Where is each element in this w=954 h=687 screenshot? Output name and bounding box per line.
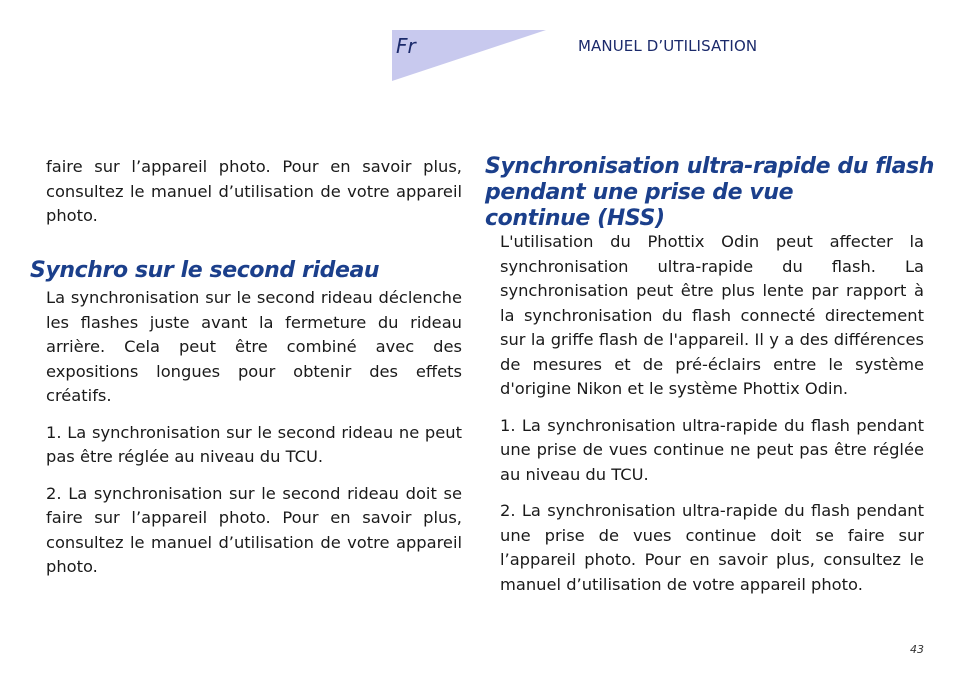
left-section-body bbox=[46, 286, 462, 580]
intro-paragraph: faire sur l’appareil photo. Pour en savoir plus, consultez le manuel d’utilisation de votre appareil photo. bbox=[46, 157, 462, 225]
hss-paragraph-1: L'utilisation du Phottix Odin peut affecter la synchronisation ultra-rapide du flash. La synchronisation peut être plus lente par rapport à la synchronisation du flash connecté directement sur la griffe flash de l'appareil. Il y a des différences de mesures et de pré-éclairs entre le système d'origine Nikon et le système Phottix Odin. bbox=[500, 232, 924, 398]
language-label: Fr bbox=[396, 34, 416, 58]
heading-hss-line-2: pendant une prise de vue bbox=[485, 180, 794, 205]
second-curtain-paragraph-3: 2. La synchronisation sur le second rideau doit se faire sur l’appareil photo. Pour en savoir plus, consultez le manuel d’utilisation de votre appareil photo. bbox=[46, 483, 462, 576]
heading-hss bbox=[485, 154, 934, 232]
heading-hss-line-1: Synchronisation ultra-rapide du flash bbox=[485, 154, 934, 179]
page-number: 43 bbox=[910, 643, 924, 656]
heading-second-curtain: Synchro sur le second rideau bbox=[30, 258, 380, 283]
hss-paragraph-2: 1. La synchronisation ultra-rapide du flash pendant une prise de vues continue ne peut pas être réglée au niveau du TCU. bbox=[500, 415, 924, 484]
left-intro bbox=[46, 155, 462, 229]
heading-hss-line-3: continue (HSS) bbox=[485, 206, 665, 231]
second-curtain-paragraph-2: 1. La synchronisation sur le second rideau ne peut pas être réglée au niveau du TCU. bbox=[46, 422, 462, 466]
hss-paragraph-3: 2. La synchronisation ultra-rapide du flash pendant une prise de vues continue doit se faire sur l’appareil photo. Pour en savoir plus, consultez le manuel d’utilisation de votre appareil photo. bbox=[500, 501, 924, 594]
second-curtain-paragraph-1: La synchronisation sur le second rideau déclenche les flashes juste avant la fermeture du rideau arrière. Cela peut être combiné avec des expositions longues pour obtenir des effets créatifs. bbox=[46, 288, 462, 405]
right-section-body bbox=[500, 230, 924, 597]
manual-title: MANUEL D’UTILISATION bbox=[578, 37, 758, 55]
